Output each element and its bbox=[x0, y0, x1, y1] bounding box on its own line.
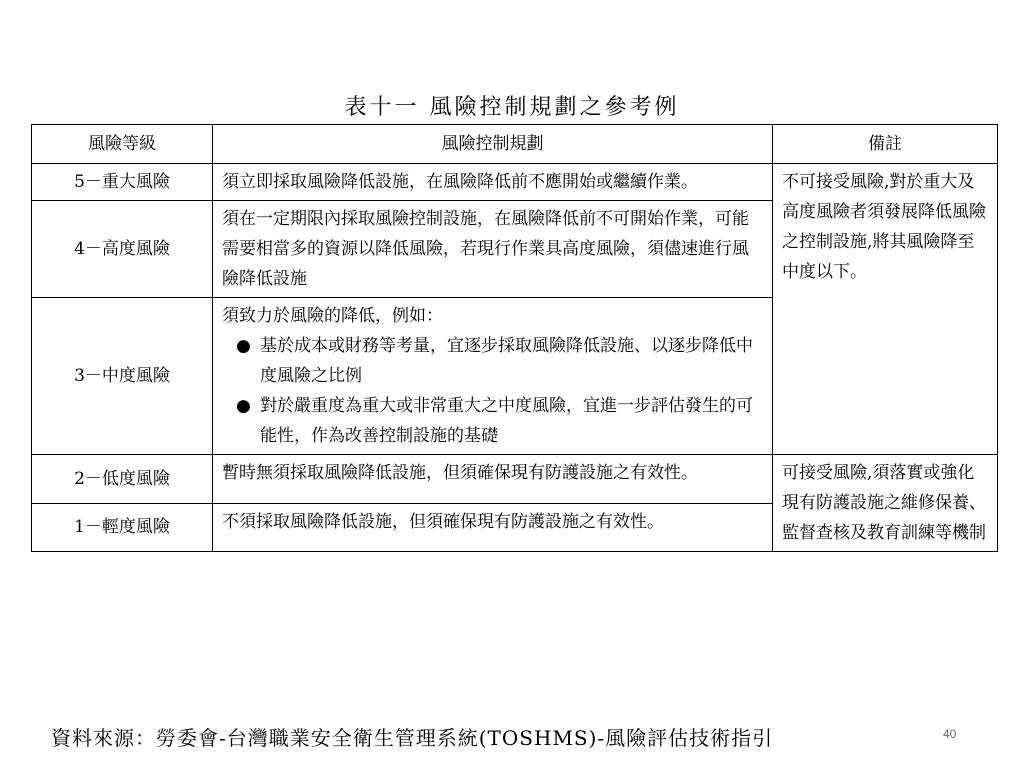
bullet-text: 基於成本或財務等考量，宜逐步採取風險降低設施、以逐步降低中度風險之比例 bbox=[260, 336, 753, 386]
control-plan-cell: 須立即採取風險降低設施，在風險降低前不應開始或繼續作業。 bbox=[213, 164, 773, 201]
table-header-row bbox=[32, 125, 998, 164]
table-row bbox=[32, 455, 998, 504]
source-citation: 資料來源：勞委會-台灣職業安全衛生管理系統(TOSHMS)-風險評估技術指引 bbox=[51, 726, 774, 750]
table-title: 表十一 風險控制規劃之參考例 bbox=[344, 95, 680, 120]
note-cell-acceptable: 可接受風險,須落實或強化現有防護設施之維修保養、監督查核及教育訓練等機制 bbox=[773, 455, 998, 552]
risk-level-cell: 4－高度風險 bbox=[32, 201, 213, 298]
control-plan-cell: 暫時無須採取風險降低設施，但須確保現有防護設施之有效性。 bbox=[213, 455, 773, 504]
header-risk-level: 風險等級 bbox=[32, 125, 213, 164]
bullet-dot-icon: ● bbox=[236, 396, 251, 416]
control-plan-intro: 須致力於風險的降低，例如： bbox=[222, 306, 443, 326]
risk-level-cell: 3－中度風險 bbox=[32, 298, 213, 455]
bullet-item bbox=[222, 331, 763, 391]
control-plan-cell: 須在一定期限內採取風險控制設施，在風險降低前不可開始作業，可能需要相當多的資源以降低風險，若現行作業具高度風險，須儘速進行風險降低設施 bbox=[213, 201, 773, 298]
bullet-dot-icon: ● bbox=[236, 336, 251, 356]
control-plan-cell: 不須採取風險降低設施，但須確保現有防護設施之有效性。 bbox=[213, 503, 773, 552]
note-cell-unacceptable: 不可接受風險,對於重大及高度風險者須發展降低風險之控制設施,將其風險降至中度以下。 bbox=[773, 164, 998, 455]
bullet-item bbox=[222, 391, 763, 451]
risk-control-table bbox=[31, 124, 998, 552]
control-plan-bullet-list bbox=[222, 331, 763, 451]
bullet-text: 對於嚴重度為重大或非常重大之中度風險，宜進一步評估發生的可能性，作為改善控制設施的基礎 bbox=[260, 396, 753, 446]
control-plan-cell bbox=[213, 298, 773, 455]
page-number: 40 bbox=[943, 727, 957, 741]
risk-level-cell: 5－重大風險 bbox=[32, 164, 213, 201]
header-notes: 備註 bbox=[773, 125, 998, 164]
risk-level-cell: 1－輕度風險 bbox=[32, 503, 213, 552]
risk-level-cell: 2－低度風險 bbox=[32, 455, 213, 504]
table-row bbox=[32, 164, 998, 201]
header-risk-control-plan: 風險控制規劃 bbox=[213, 125, 773, 164]
